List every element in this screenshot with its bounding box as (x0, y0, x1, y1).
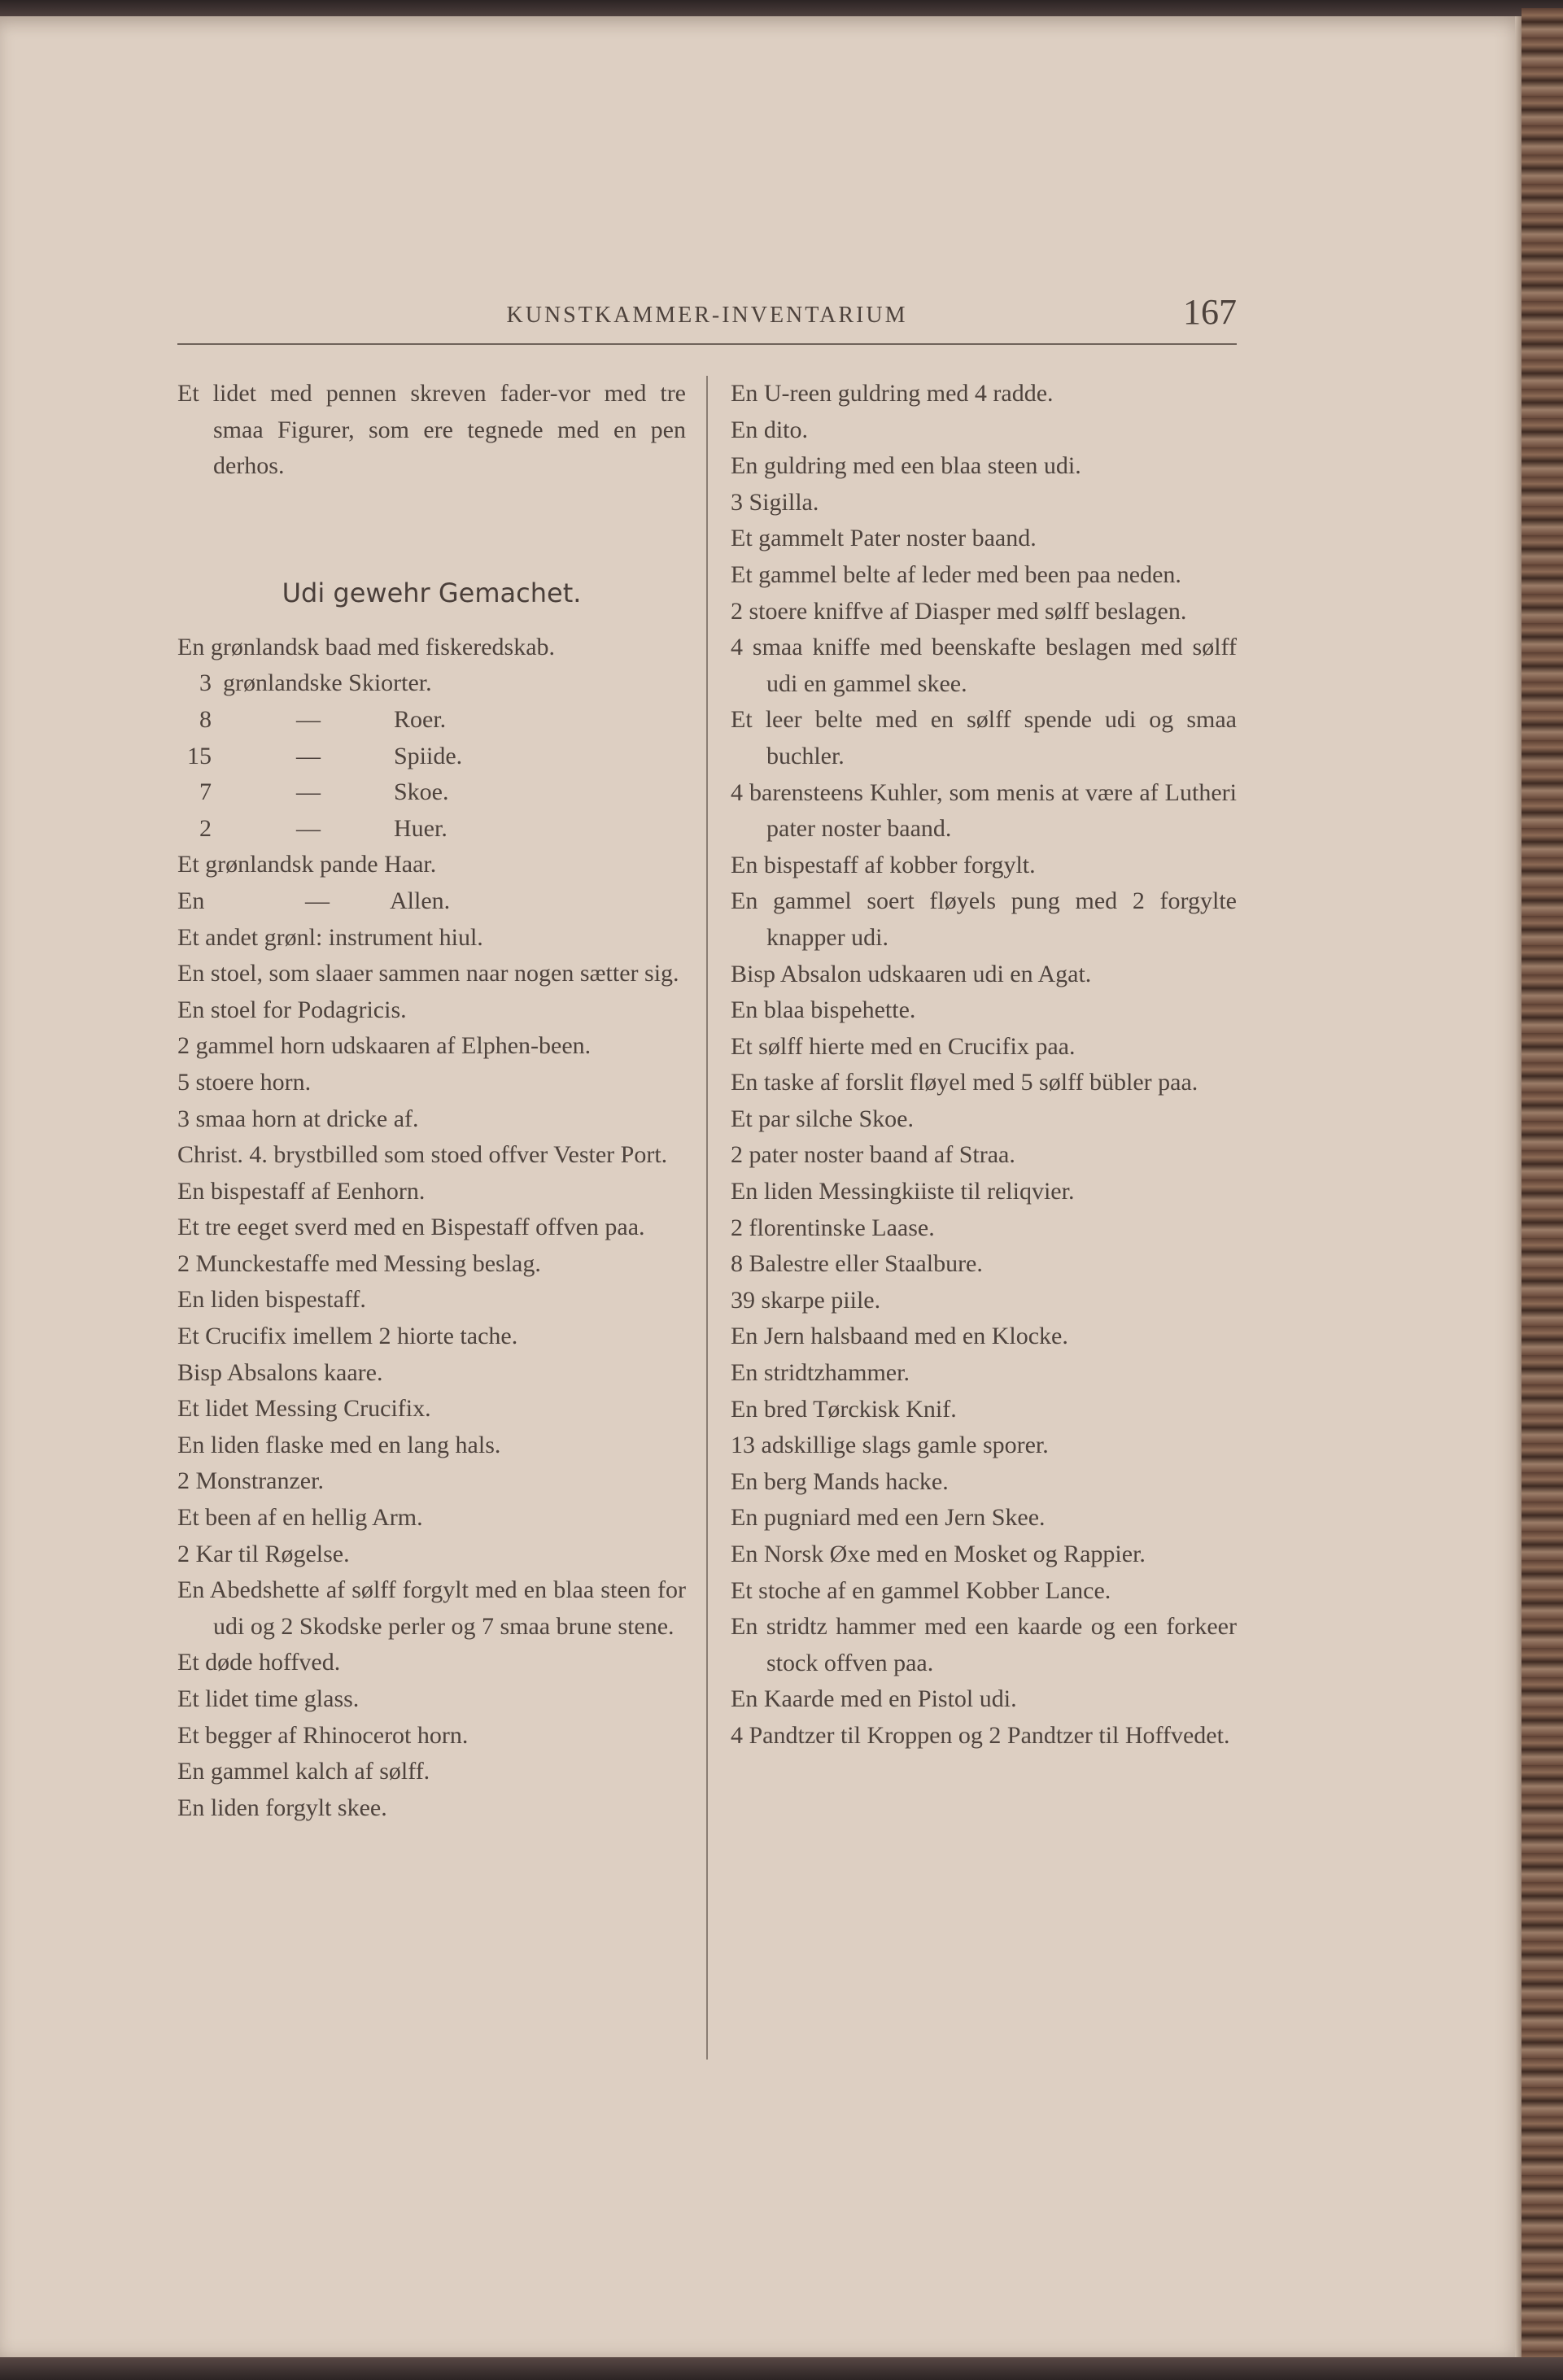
page-number: 167 (1183, 292, 1237, 332)
inventory-entry: En liden bispestaff. (177, 1286, 366, 1314)
inventory-entry: En stridtz hammer med een kaarde og een forkeer stock offven paa. (731, 1613, 1237, 1676)
ditto-dash: — (296, 742, 321, 769)
entry-quantity: 8 (199, 705, 212, 733)
inventory-entry: Et døde hoffved. (177, 1649, 341, 1676)
inventory-entry: 2 Kar til Røgelse. (177, 1540, 350, 1567)
inventory-entry: 5 stoere horn. (177, 1068, 312, 1096)
book-spine (1522, 8, 1563, 2359)
inventory-entry: 4 smaa kniffe med beenskafte beslagen med sølff udi en gammel skee. (731, 634, 1237, 697)
entry-quantity: 7 (199, 778, 212, 806)
inventory-entry: En stoel for Podagricis. (177, 996, 407, 1023)
inventory-entry: En Norsk Øxe med en Mosket og Rappier. (731, 1541, 1146, 1567)
inventory-entry: Et stoche af en gammel Kobber Lance. (731, 1576, 1111, 1604)
inventory-entry: Christ. 4. brystbilled som stoed offver Vester Port. (177, 1141, 668, 1169)
inventory-entry: Et andet grønl: instrument hiul. (177, 923, 483, 951)
entry-article: En (177, 887, 205, 914)
inventory-entry: Et leer belte med en sølff spende udi og smaa buchler. (731, 706, 1237, 769)
ditto-dash: — (296, 705, 321, 733)
inventory-entry: Et par silche Skoe. (731, 1105, 914, 1132)
inventory-entry: En bispestaff af kobber forgylt. (731, 851, 1036, 878)
inventory-entry: 3 Sigilla. (731, 488, 819, 516)
inventory-entry: Et lidet time glass. (177, 1685, 360, 1712)
inventory-entry: En liden flaske med en lang hals. (177, 1431, 501, 1458)
inventory-entry: En liden Messingkiiste til reliqvier. (731, 1178, 1075, 1205)
inventory-entry: Et lidet med pennen skreven fader-vor med tre smaa Figurer, som ere tegnede med en pen derhos. (177, 380, 686, 480)
inventory-entry: En U-reen guldring med 4 radde. (731, 380, 1054, 407)
inventory-entry: 2 stoere kniffve af Diasper med sølff beslagen. (731, 597, 1187, 625)
inventory-entry: 4 Pandtzer til Kroppen og 2 Pandtzer til Hoffvedet. (731, 1721, 1230, 1749)
inventory-entry: En bred Tørckisk Knif. (731, 1395, 957, 1423)
inventory-entry: En dito. (731, 416, 808, 443)
inventory-entry (177, 774, 686, 811)
inventory-entry: En stridtzhammer. (731, 1359, 910, 1387)
inventory-entry: 2 Monstranzer. (177, 1467, 324, 1495)
inventory-entry: Et sølff hierte med en Crucifix paa. (731, 1032, 1076, 1060)
inventory-entry (177, 665, 686, 702)
inventory-entry: 13 adskillige slags gamle sporer. (731, 1432, 1049, 1459)
inventory-entry: Bisp Absalons kaare. (177, 1358, 383, 1386)
inventory-entry: Et begger af Rhinocerot horn. (177, 1721, 469, 1749)
inventory-entry: 39 skarpe piile. (731, 1286, 881, 1314)
right-column (731, 376, 1237, 1754)
bottom-scan-edge (0, 2357, 1563, 2380)
inventory-entry: En liden forgylt skee. (177, 1794, 387, 1821)
inventory-entry: En berg Mands hacke. (731, 1467, 949, 1495)
entry-quantity: 2 (199, 814, 212, 842)
inventory-entry: 2 Munckestaffe med Messing beslag. (177, 1249, 541, 1277)
running-title: KUNSTKAMMER-INVENTARIUM (506, 303, 908, 328)
entry-item: Skoe. (394, 778, 449, 806)
inventory-entry (177, 883, 686, 920)
inventory-entry: Bisp Absalon udskaaren udi en Agat. (731, 960, 1092, 987)
inventory-entry: En blaa bispehette. (731, 996, 916, 1024)
entry-item: Allen. (390, 887, 451, 914)
inventory-entry: Et tre eeget sverd med en Bispestaff offven paa. (177, 1214, 645, 1241)
inventory-entry: En guldring med een blaa steen udi. (731, 452, 1081, 480)
ditto-dash: — (296, 778, 321, 806)
inventory-entry: En Kaarde med en Pistol udi. (731, 1685, 1017, 1713)
inventory-entry: En Abedshette af sølff forgylt med en blaa steen for udi og 2 Skodske perler og 7 smaa brune stene. (177, 1576, 686, 1640)
inventory-entry: 2 florentinske Laase. (731, 1214, 935, 1241)
inventory-entry: Et gammel belte af leder med been paa neden. (731, 560, 1181, 588)
section-heading: Udi gewehr Gemachet. (282, 577, 582, 608)
inventory-entry: En stoel, som slaaer sammen naar nogen sætter sig. (177, 960, 679, 987)
inventory-entry: En bispestaff af Eenhorn. (177, 1177, 426, 1205)
spacer (177, 485, 686, 557)
entry-quantity: 15 (187, 742, 212, 769)
inventory-entry: Et grønlandsk pande Haar. (177, 851, 437, 878)
inventory-entry (177, 739, 686, 775)
entry-item: Huer. (394, 814, 448, 842)
left-column (177, 376, 686, 1826)
inventory-entry: 2 pater noster baand af Straa. (731, 1141, 1015, 1169)
inventory-entry: Et lidet Messing Crucifix. (177, 1395, 431, 1423)
inventory-entry: 4 barensteens Kuhler, som menis at være af Lutheri pater noster baand. (731, 778, 1237, 843)
ditto-dash: — (296, 814, 321, 842)
ditto-dash: — (305, 887, 330, 914)
inventory-entry: En gammel kalch af sølff. (177, 1758, 430, 1785)
inventory-entry: En grønlandsk baad med fiskeredskab. (177, 633, 556, 660)
inventory-entry: En gammel soert fløyels pung med 2 forgylte knapper udi. (731, 887, 1237, 951)
inventory-entry: 2 gammel horn udskaaren af Elphen-been. (177, 1032, 592, 1060)
running-header (177, 293, 1237, 342)
entry-item: grønlandske Skiorter. (223, 669, 432, 697)
inventory-entry: Et Crucifix imellem 2 hiorte tache. (177, 1323, 518, 1350)
column-divider (706, 376, 708, 2060)
inventory-entry: 3 smaa horn at dricke af. (177, 1105, 419, 1132)
inventory-entry: En Jern halsbaand med en Klocke. (731, 1323, 1068, 1350)
inventory-entry: En taske af forslit fløyel med 5 sølff bübler paa. (731, 1069, 1198, 1096)
entry-item: Spiide. (394, 742, 463, 769)
entry-item: Roer. (394, 705, 447, 733)
inventory-entry: Et gammelt Pater noster baand. (731, 525, 1037, 552)
inventory-entry: Et been af en hellig Arm. (177, 1504, 423, 1532)
header-rule (177, 343, 1237, 345)
inventory-entry (177, 702, 686, 739)
inventory-entry: En pugniard med een Jern Skee. (731, 1504, 1046, 1532)
entry-quantity: 3 (199, 669, 212, 697)
inventory-entry (177, 811, 686, 848)
inventory-entry: 8 Balestre eller Staalbure. (731, 1250, 983, 1278)
